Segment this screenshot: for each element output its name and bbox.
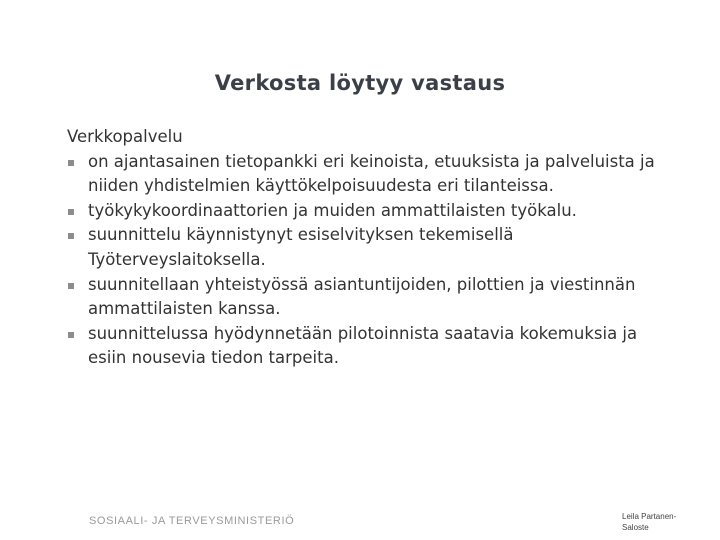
bullet-list <box>67 150 657 371</box>
bullet-text: suunnittelussa hyödynnetään pilotoinnista saatavia kokemuksia ja esiin nousevia tiedon tarpeita. <box>88 323 638 368</box>
bullet-item <box>67 199 657 224</box>
slide-title: Verkosta löytyy vastaus <box>214 71 506 95</box>
bullet-item <box>67 223 657 272</box>
bullet-text: suunnittelu käynnistynyt esiselvityksen tekemisellä Työterveyslaitoksella. <box>88 225 514 269</box>
bullet-text: suunnitellaan yhteistyössä asiantuntijoiden, pilottien ja viestinnän ammattilaisten kanssa. <box>88 274 636 319</box>
bullet-item <box>67 273 657 322</box>
bullet-item <box>67 322 657 371</box>
author-name: Leila Partanen-Saloste <box>622 512 677 532</box>
bullet-text: on ajantasainen tietopankki eri keinoista, etuuksista ja palveluista ja niiden yhdistelmien käyttökelpoisuudesta eri tilanteissa. <box>88 151 655 196</box>
square-bullet-icon <box>68 209 74 215</box>
bullet-item <box>67 150 657 199</box>
square-bullet-icon <box>68 233 74 239</box>
square-bullet-icon <box>68 283 74 289</box>
intro-text: Verkkopalvelu <box>67 127 183 146</box>
bullet-text: työkykykoordinaattorien ja muiden ammattilaisten työkalu. <box>88 200 577 220</box>
square-bullet-icon <box>68 160 74 166</box>
slide-content <box>67 125 657 371</box>
ministry-logo: SOSIAALI- JA TERVEYSMINISTERIÖ <box>89 515 295 527</box>
square-bullet-icon <box>68 332 74 338</box>
